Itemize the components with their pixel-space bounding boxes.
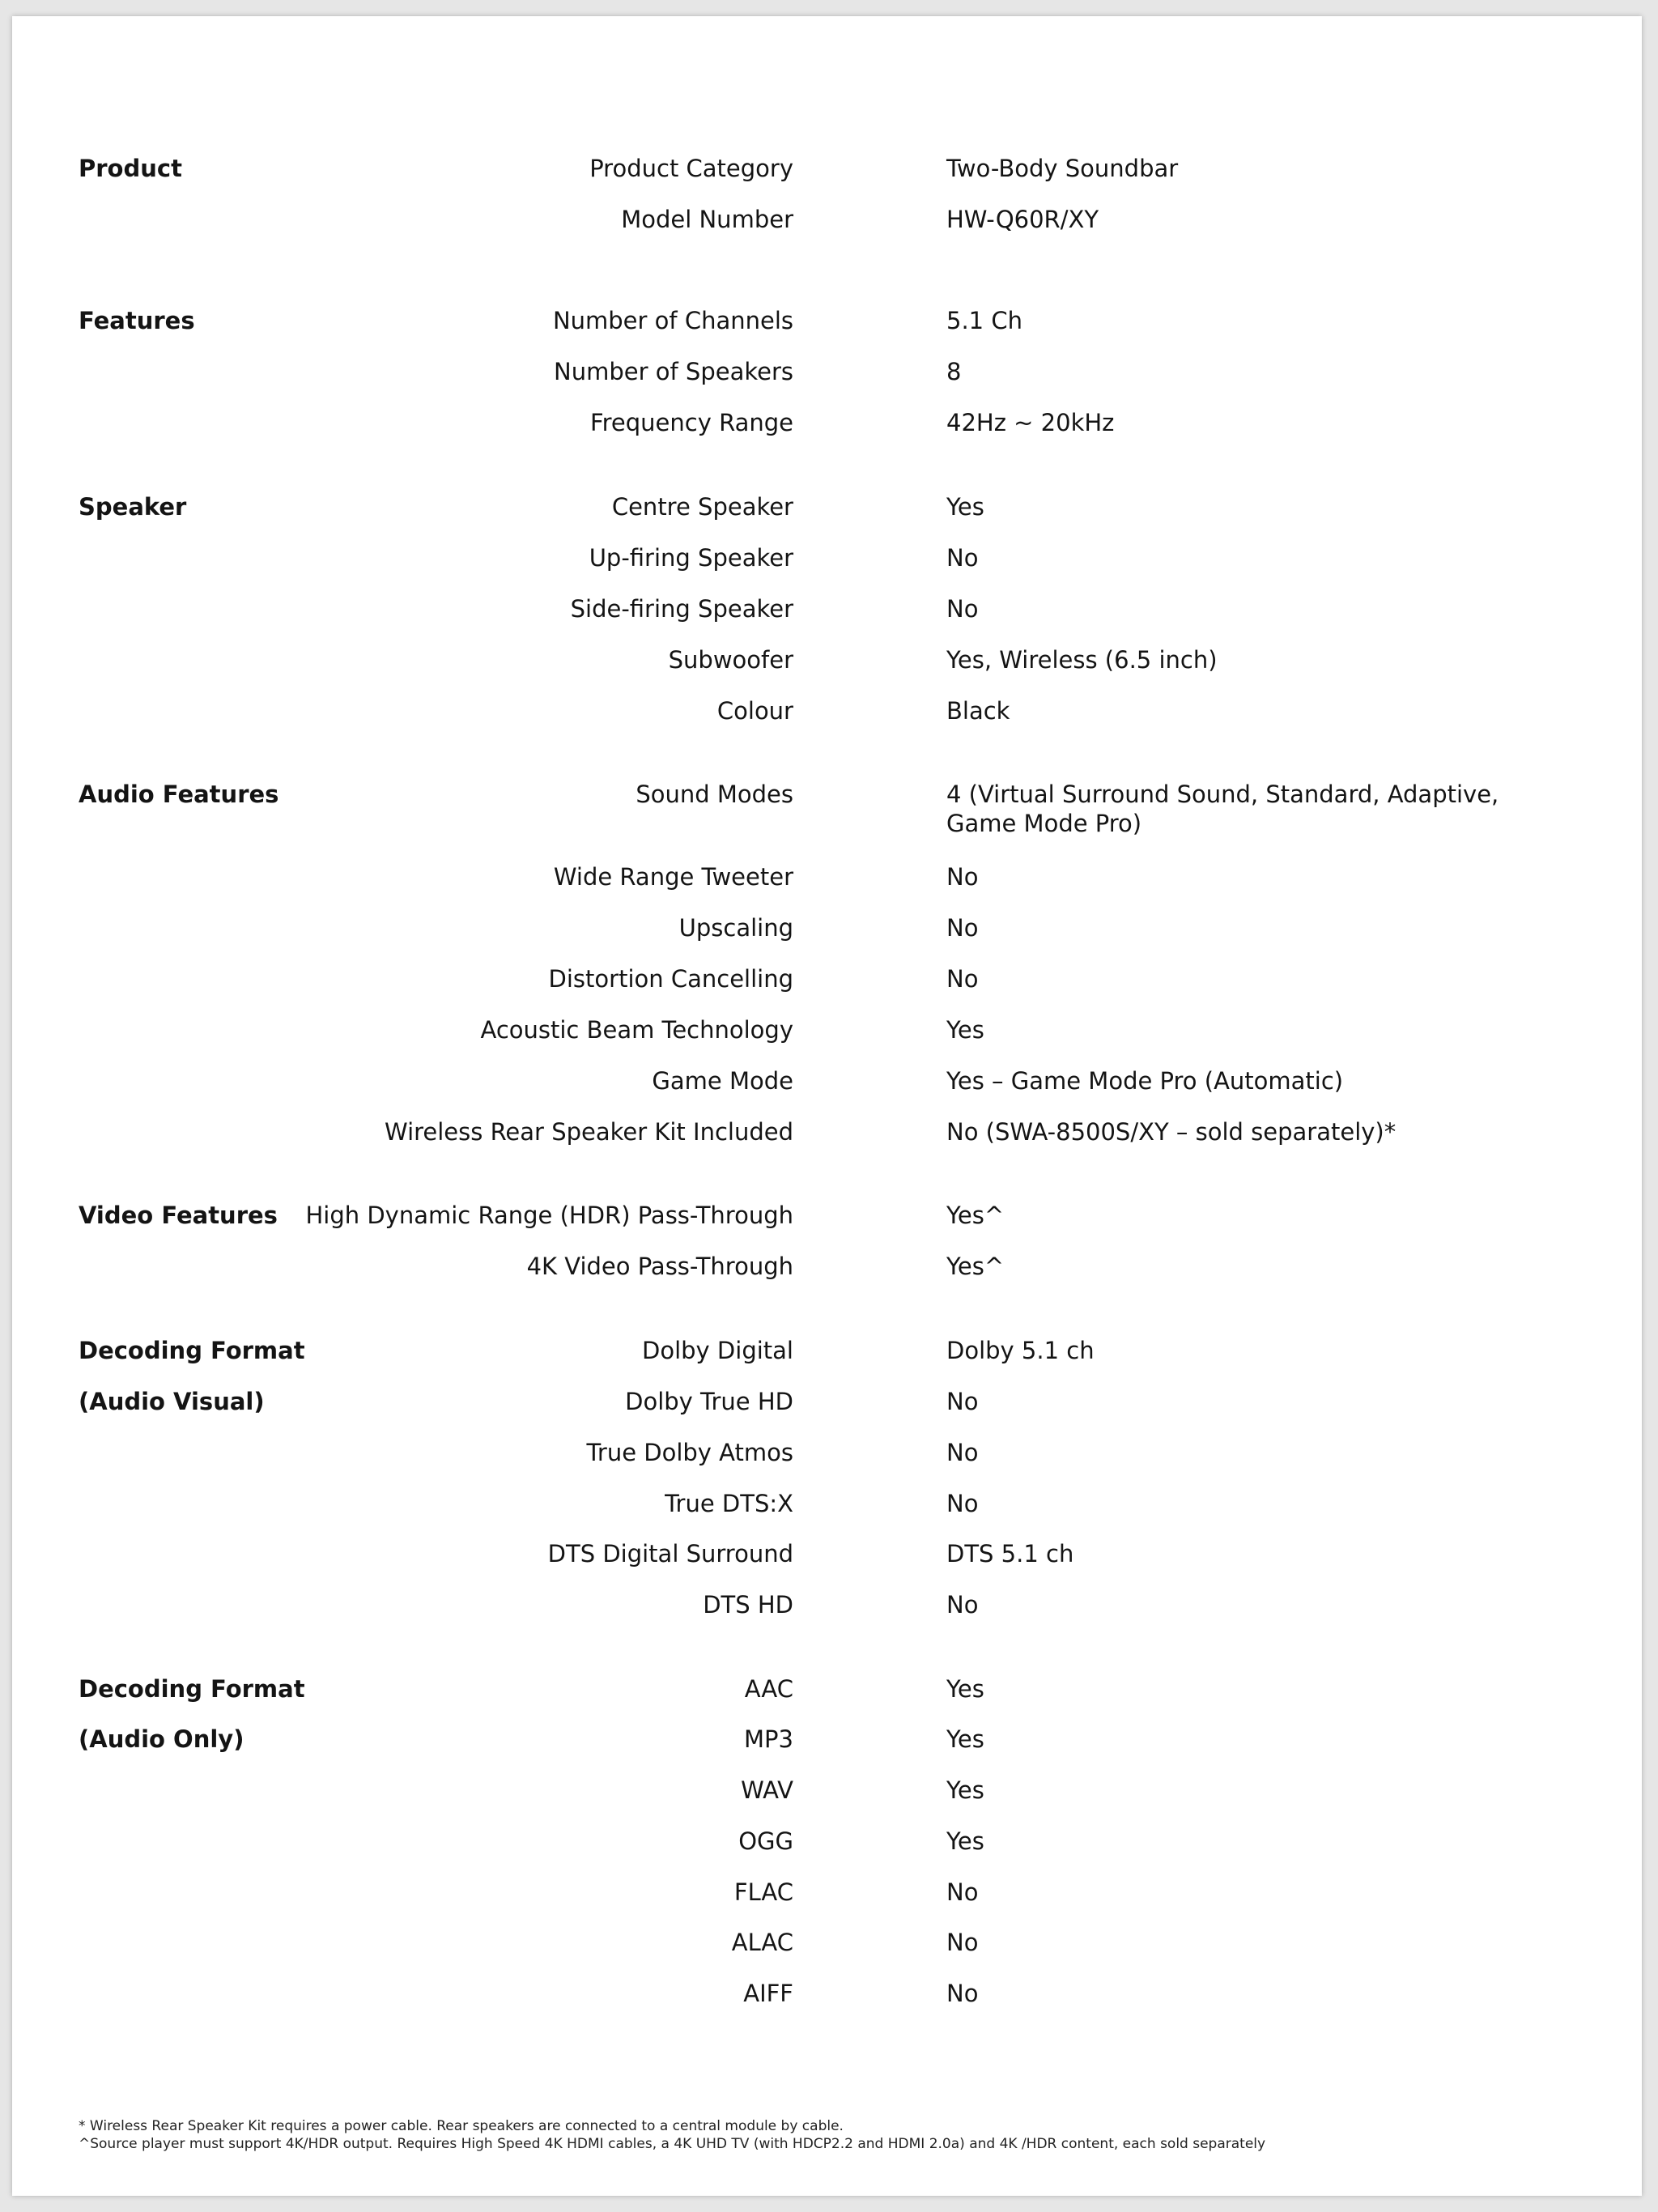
spec-label: Game Mode (652, 1067, 793, 1095)
section-title: Decoding Format (79, 1337, 305, 1364)
spec-label: Colour (716, 697, 793, 725)
spec-row (12, 1066, 1642, 1099)
spec-value: Yes – Game Mode Pro (Automatic) (946, 1067, 1344, 1095)
spec-value: 5.1 Ch (946, 307, 1022, 334)
spec-value: 8 (946, 358, 962, 385)
spec-row (12, 1252, 1642, 1284)
spec-row (12, 1438, 1642, 1470)
spec-row (12, 1117, 1642, 1150)
spec-label: Up-firing Speaker (589, 544, 793, 572)
spec-row (12, 1590, 1642, 1623)
spec-label: OGG (738, 1827, 793, 1855)
spec-value: Yes (946, 1827, 984, 1855)
spec-value: Two-Body Soundbar (946, 155, 1179, 182)
spec-value: No (946, 1490, 979, 1517)
spec-label: DTS Digital Surround (547, 1540, 793, 1568)
spec-row (12, 1015, 1642, 1048)
spec-label: Centre Speaker (611, 493, 793, 521)
spec-row (12, 306, 1642, 338)
spec-value: Yes, Wireless (6.5 inch) (946, 646, 1218, 674)
spec-row (12, 913, 1642, 946)
spec-value: Yes (946, 1675, 984, 1703)
spec-label: Model Number (621, 206, 793, 233)
spec-value: No (946, 863, 979, 891)
spec-label: Wide Range Tweeter (553, 863, 793, 891)
spec-row (12, 1489, 1642, 1521)
spec-value: No (SWA-8500S/XY – sold separately)* (946, 1118, 1397, 1146)
spec-label: True DTS:X (665, 1490, 793, 1517)
spec-value: 4 (Virtual Surround Sound, Standard, Adaptive, Game Mode Pro) (946, 781, 1499, 837)
section-title: Decoding Format (79, 1675, 305, 1703)
spec-row (12, 1201, 1642, 1233)
spec-value: No (946, 1388, 979, 1415)
spec-label: Sound Modes (636, 781, 793, 808)
spec-value: Yes (946, 1776, 984, 1804)
spec-value: No (946, 965, 979, 993)
spec-label: ALAC (731, 1929, 793, 1956)
spec-label: Frequency Range (590, 409, 793, 436)
spec-label: Number of Speakers (554, 358, 793, 385)
spec-value: Yes (946, 1725, 984, 1753)
spec-value: No (946, 1878, 979, 1906)
spec-row (12, 1776, 1642, 1808)
section-title: Video Features (79, 1202, 278, 1229)
spec-value: No (946, 914, 979, 942)
spec-value: No (946, 1929, 979, 1956)
section-title: Speaker (79, 493, 187, 521)
spec-row (12, 205, 1642, 237)
spec-row (12, 1878, 1642, 1910)
spec-value: Dolby 5.1 ch (946, 1337, 1095, 1364)
spec-value: Yes (946, 493, 984, 521)
spec-row (12, 543, 1642, 576)
spec-value: 42Hz ~ 20kHz (946, 409, 1115, 436)
spec-label: Side-firing Speaker (570, 595, 793, 623)
spec-label: MP3 (744, 1725, 793, 1753)
spec-label: Upscaling (678, 914, 793, 942)
spec-value: No (946, 1591, 979, 1619)
spec-row (12, 1827, 1642, 1859)
spec-row (12, 1674, 1642, 1707)
spec-label: Subwoofer (668, 646, 793, 674)
spec-row (12, 357, 1642, 389)
footnote: * Wireless Rear Speaker Kit requires a power cable. Rear speakers are connected to a central module by cable. (79, 2118, 844, 2134)
spec-row (12, 492, 1642, 525)
spec-row (12, 154, 1642, 186)
spec-label: Product Category (589, 155, 793, 182)
section-title: Product (79, 155, 182, 182)
spec-label: Distortion Cancelling (548, 965, 793, 993)
spec-value: No (946, 544, 979, 572)
section-title: Features (79, 307, 195, 334)
spec-row (12, 964, 1642, 997)
spec-value: DTS 5.1 ch (946, 1540, 1074, 1568)
spec-label: High Dynamic Range (HDR) Pass-Through (305, 1202, 793, 1229)
spec-row (12, 408, 1642, 440)
section-subtitle: (Audio Visual) (79, 1388, 265, 1415)
section-subtitle: (Audio Only) (79, 1725, 244, 1753)
spec-value: No (946, 595, 979, 623)
spec-label: Acoustic Beam Technology (480, 1016, 793, 1044)
spec-row (12, 1928, 1642, 1960)
spec-value: No (946, 1439, 979, 1466)
spec-label: DTS HD (703, 1591, 793, 1619)
spec-value: Yes (946, 1016, 984, 1044)
footnote: ^Source player must support 4K/HDR output. Requires High Speed 4K HDMI cables, a 4K UHD TV (with HDCP2.2 and HDMI 2.0a) and 4K /HDR content, each sold separately (79, 2136, 1266, 2152)
spec-value: Black (946, 697, 1010, 725)
spec-value: Yes^ (946, 1202, 1005, 1229)
section-title: Audio Features (79, 781, 279, 808)
spec-label: AAC (744, 1675, 793, 1703)
spec-row (12, 780, 1642, 837)
spec-label: AIFF (743, 1980, 793, 2007)
spec-value: Yes^ (946, 1253, 1005, 1280)
spec-row (12, 1725, 1642, 1757)
spec-row (12, 696, 1642, 729)
spec-row (12, 1539, 1642, 1572)
spec-label: Dolby Digital (642, 1337, 793, 1364)
spec-value: HW-Q60R/XY (946, 206, 1099, 233)
spec-label: Number of Channels (552, 307, 793, 334)
spec-label: 4K Video Pass-Through (526, 1253, 793, 1280)
spec-row (12, 1979, 1642, 2011)
spec-label: FLAC (733, 1878, 793, 1906)
spec-label: True Dolby Atmos (586, 1439, 793, 1466)
spec-value: No (946, 1980, 979, 2007)
spec-label: Wireless Rear Speaker Kit Included (385, 1118, 793, 1146)
spec-label: Dolby True HD (625, 1388, 793, 1415)
spec-row (12, 862, 1642, 895)
spec-row (12, 1387, 1642, 1419)
spec-row (12, 594, 1642, 627)
spec-sheet (12, 16, 1642, 2196)
footnotes (79, 2117, 1601, 2153)
spec-label: WAV (741, 1776, 793, 1804)
spec-row (12, 645, 1642, 678)
spec-row (12, 1336, 1642, 1368)
